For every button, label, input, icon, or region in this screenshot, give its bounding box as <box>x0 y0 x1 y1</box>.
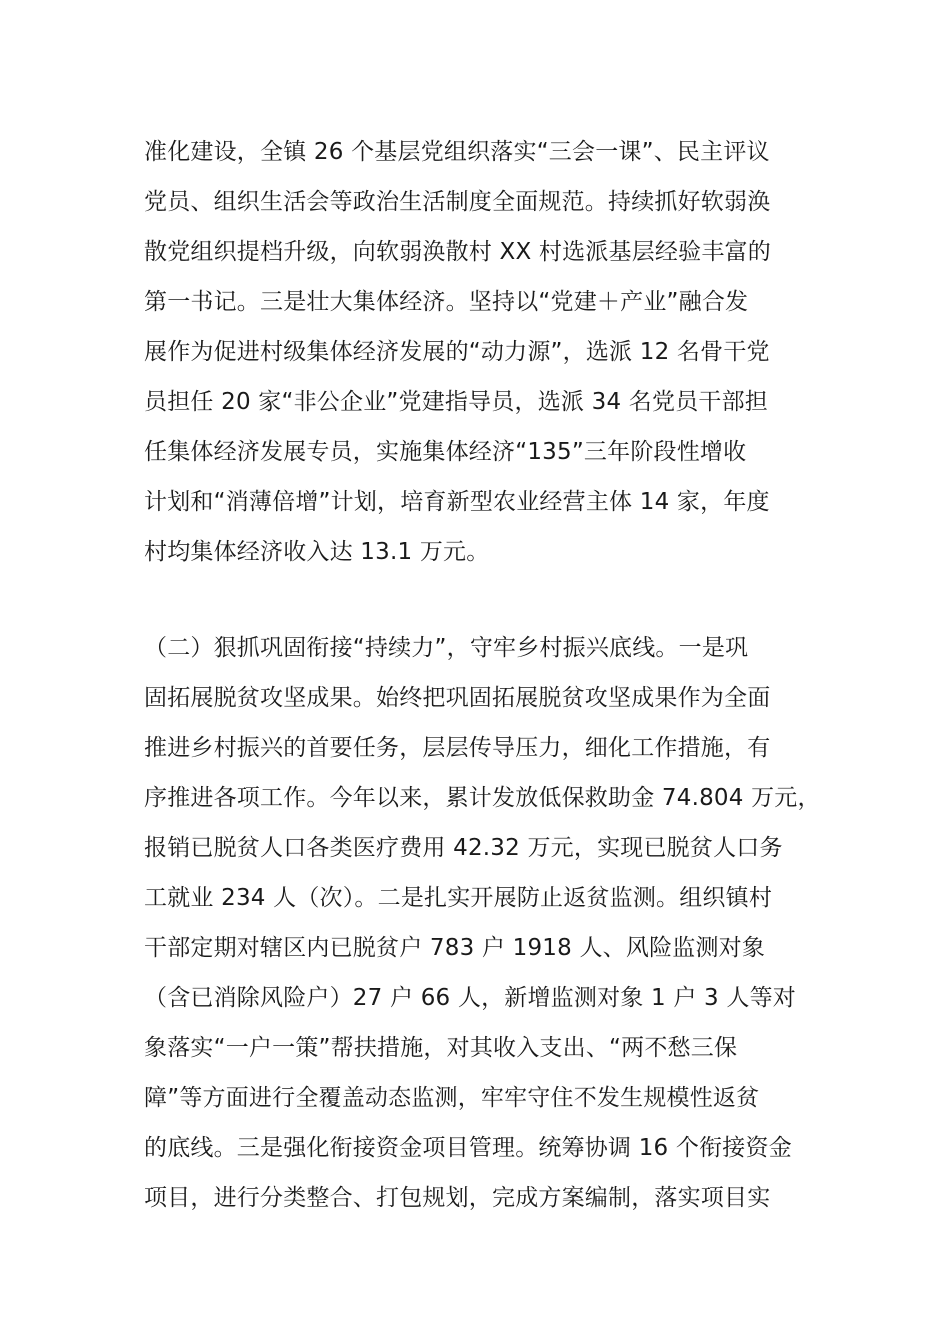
text-line: 村均集体经济收入达 13.1 万元。 <box>144 539 490 565</box>
text-line: 第一书记。三是壮大集体经济。坚持以“党建＋产业”融合发 <box>144 289 749 315</box>
text-line: 象落实“一户一策”帮扶措施，对其收入支出、“两不愁三保 <box>144 1035 738 1061</box>
text-line: 干部定期对辖区内已脱贫户 783 户 1918 人、风险监测对象 <box>144 935 766 961</box>
text-line: 报销已脱贫人口各类医疗费用 42.32 万元，实现已脱贫人口务 <box>144 835 783 861</box>
text-line: 任集体经济发展专员，实施集体经济“135”三年阶段性增收 <box>144 439 747 465</box>
text-line: 员担任 20 家“非公企业”党建指导员，选派 34 名党员干部担 <box>144 389 769 415</box>
text-line: 推进乡村振兴的首要任务，层层传导压力，细化工作措施，有 <box>144 735 771 761</box>
text-line: 序推进各项工作。今年以来，累计发放低保救助金 74.804 万元， <box>144 785 821 811</box>
paragraph-rural-revitalization <box>144 623 821 1223</box>
text-line: 计划和“消薄倍增”计划，培育新型农业经营主体 14 家，年度 <box>144 489 770 515</box>
section-heading-line: （二）狠抓巩固衔接“持续力”，守牢乡村振兴底线。一是巩 <box>144 635 749 661</box>
text-line: 散党组织提档升级，向软弱涣散村 XX 村选派基层经验丰富的 <box>144 239 771 265</box>
text-line: 的底线。三是强化衔接资金项目管理。统筹协调 16 个衔接资金 <box>144 1135 792 1161</box>
text-line: 工就业 234 人（次）。二是扎实开展防止返贫监测。组织镇村 <box>144 885 773 911</box>
text-line: （含已消除风险户）27 户 66 人，新增监测对象 1 户 3 人等对 <box>144 985 796 1011</box>
paragraph-collective-economy <box>144 127 816 577</box>
text-line: 准化建设，全镇 26 个基层党组织落实“三会一课”、民主评议 <box>144 139 770 165</box>
text-line: 障”等方面进行全覆盖动态监测，牢牢守住不发生规模性返贫 <box>144 1085 760 1111</box>
text-line: 展作为促进村级集体经济发展的“动力源”，选派 12 名骨干党 <box>144 339 770 365</box>
text-line: 党员、组织生活会等政治生活制度全面规范。持续抓好软弱涣 <box>144 189 771 215</box>
text-line: 项目，进行分类整合、打包规划，完成方案编制，落实项目实 <box>144 1185 771 1211</box>
text-line: 固拓展脱贫攻坚成果。始终把巩固拓展脱贫攻坚成果作为全面 <box>144 685 771 711</box>
